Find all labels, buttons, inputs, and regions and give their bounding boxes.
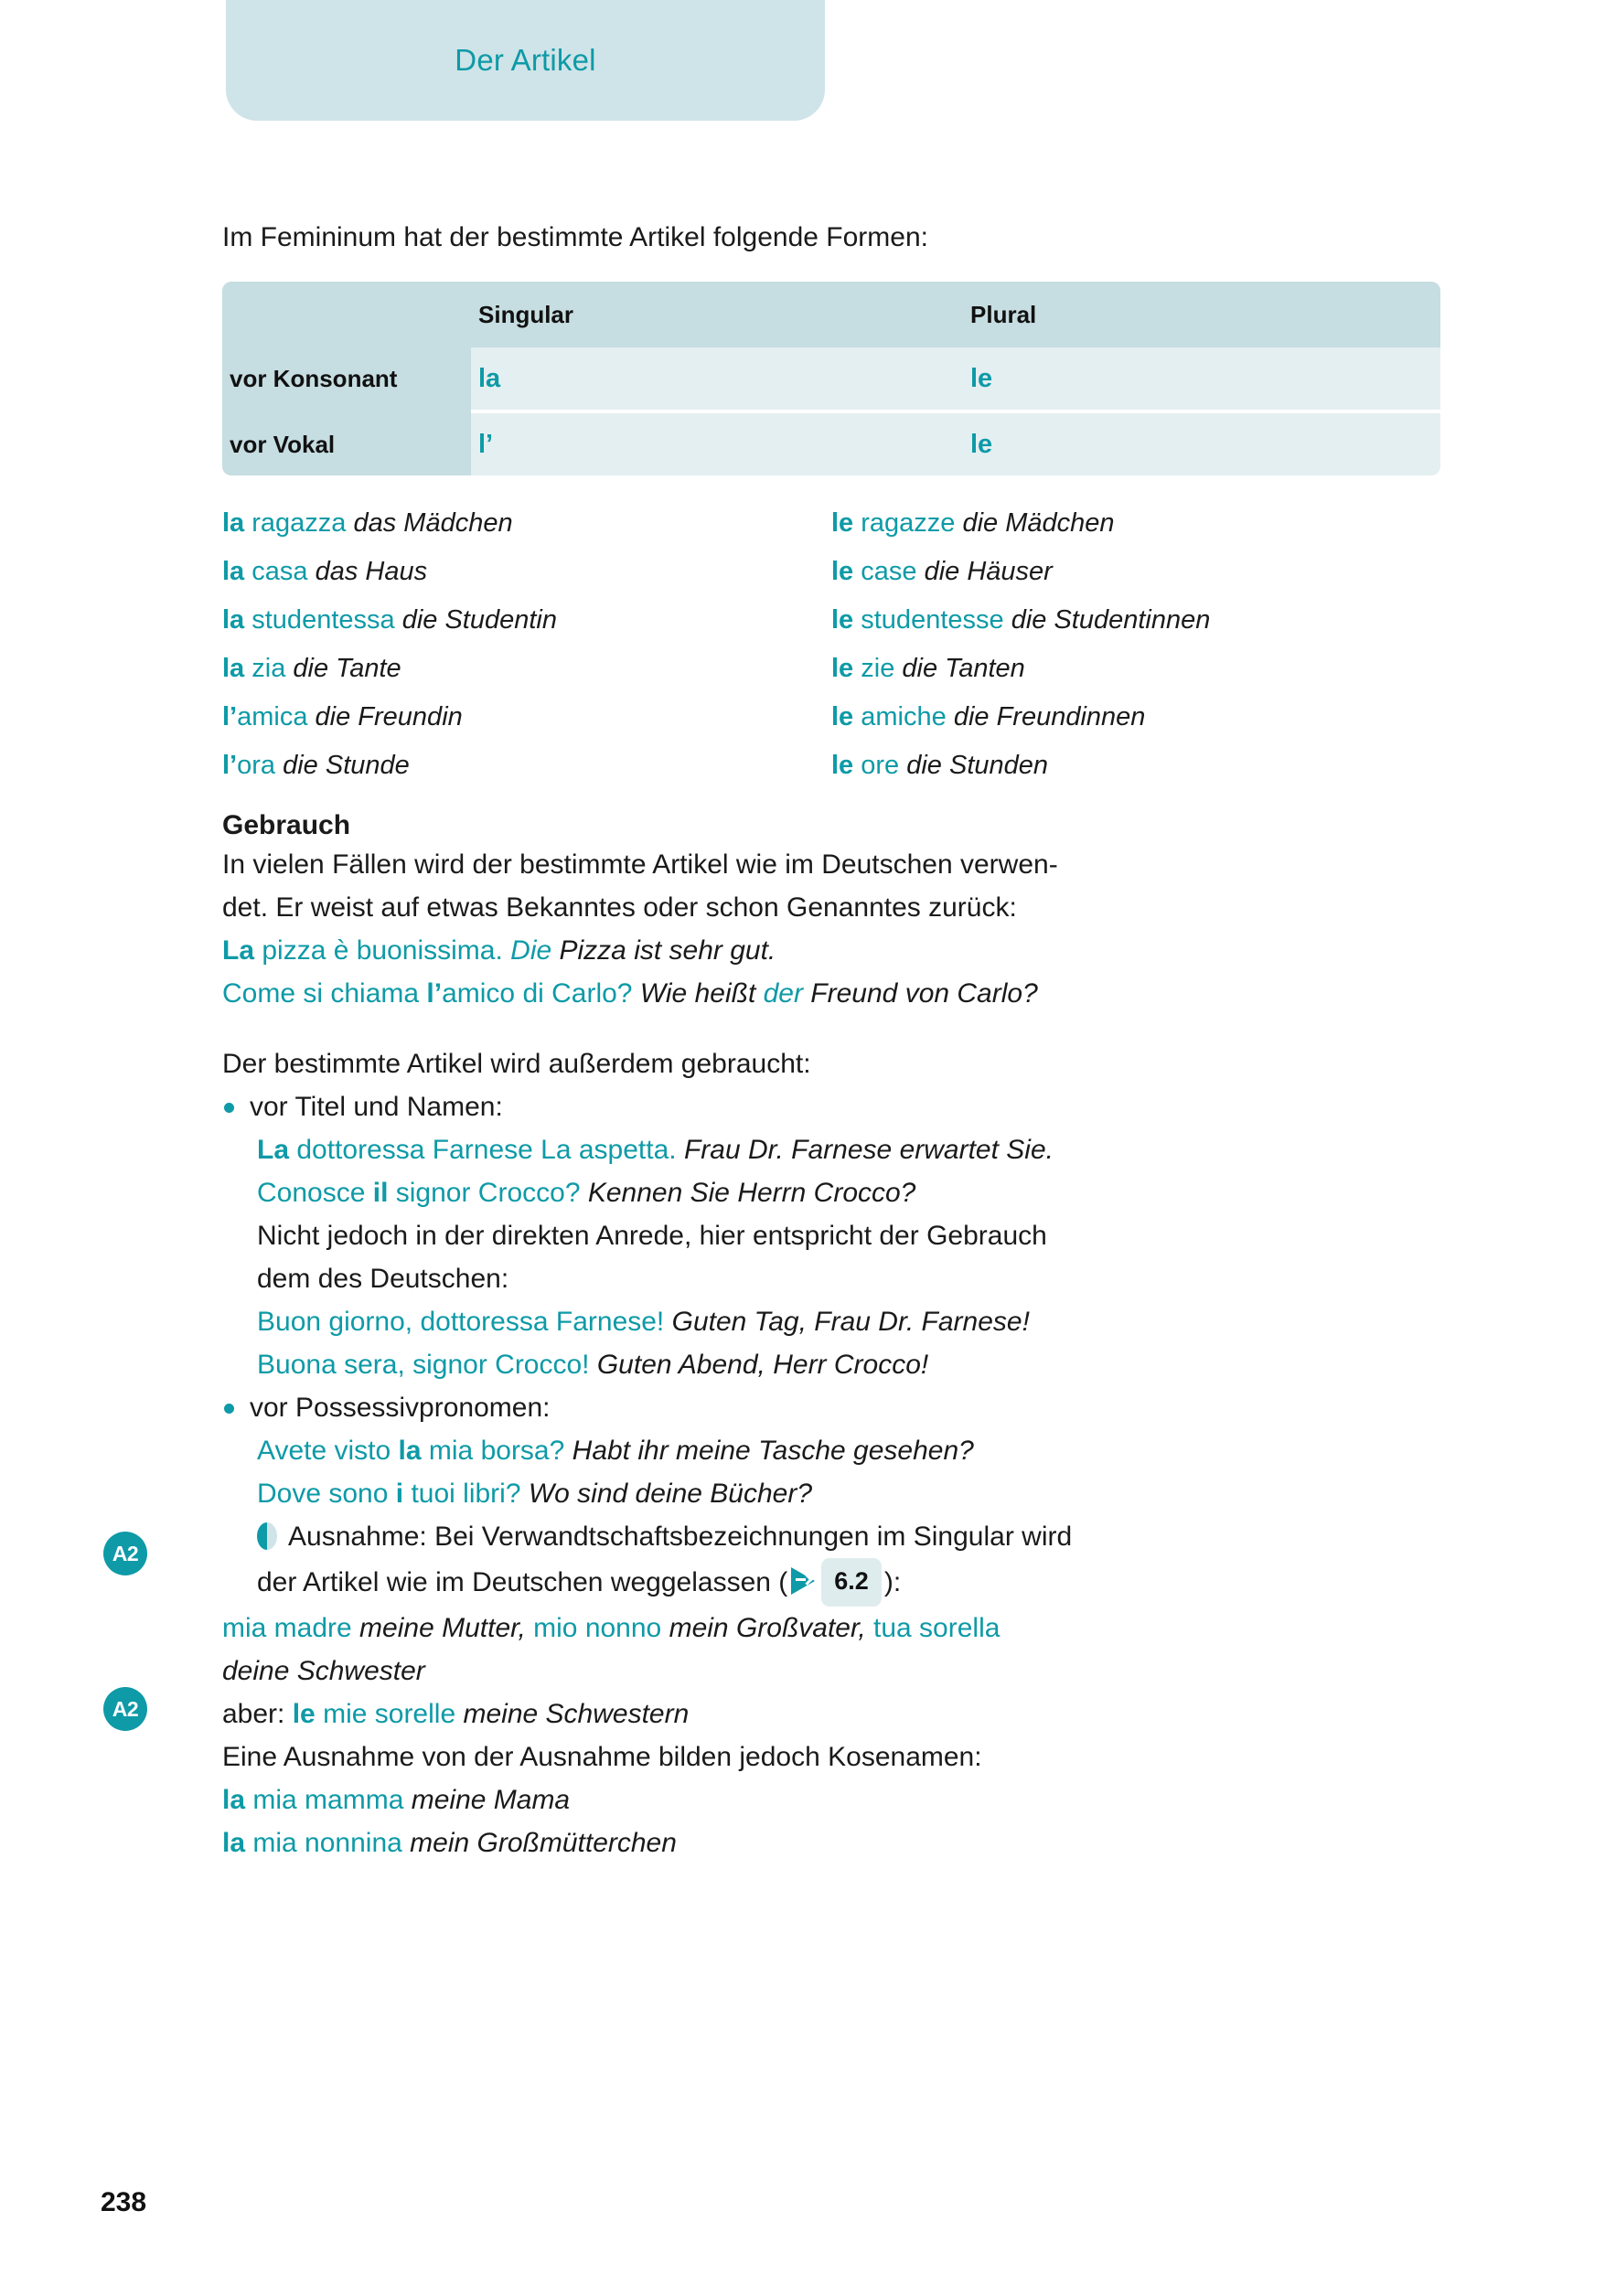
example-line xyxy=(831,499,1440,548)
anrede-example-2 xyxy=(222,1343,1443,1386)
table-row xyxy=(222,413,1440,475)
example-italian-post: amico di Carlo? xyxy=(442,978,640,1009)
example-article: la xyxy=(222,1785,246,1815)
gebrauch-line-1: In vielen Fällen wird der bestimmte Artikel wie im Deutschen verwen- xyxy=(222,849,1058,880)
example-line xyxy=(222,499,831,548)
gebrauch-example-2 xyxy=(222,972,1443,1015)
example-article: le xyxy=(831,508,854,538)
example-italian-post: tuoi libri? xyxy=(403,1479,521,1509)
bullet-label: vor Titel und Namen: xyxy=(250,1092,503,1122)
example-italian: case xyxy=(861,557,917,586)
example-german: meine Mama xyxy=(403,1785,571,1815)
aber-line xyxy=(222,1693,1443,1735)
example-italian: dottoressa Farnese La aspetta. xyxy=(289,1135,677,1165)
kosenamen-intro: Eine Ausnahme von der Ausnahme bilden jedoch Kosenamen: xyxy=(222,1742,982,1772)
example-article: La xyxy=(222,935,255,966)
table-column-plural: Plural xyxy=(963,282,1440,347)
table-row xyxy=(222,347,1440,410)
chapter-title: Der Artikel xyxy=(455,43,596,77)
example-article: le xyxy=(831,557,854,586)
example-german: Pizza ist sehr gut. xyxy=(551,935,776,966)
example-german: Wo sind deine Bücher? xyxy=(520,1479,813,1509)
titel-note-line-2: dem des Deutschen: xyxy=(257,1264,509,1294)
example-italian: tua sorella xyxy=(873,1613,1000,1643)
example-line xyxy=(831,693,1440,742)
titel-example-2 xyxy=(222,1171,1443,1214)
example-german-highlight: der xyxy=(763,978,803,1009)
example-german: die Stunden xyxy=(906,751,1049,780)
example-column-plural xyxy=(831,499,1440,790)
bullet-label: vor Possessivpronomen: xyxy=(250,1393,551,1423)
ausnahme-line-2-pre: der Artikel wie im Deutschen weggelassen ( xyxy=(257,1567,788,1597)
example-german: die Mädchen xyxy=(962,508,1115,538)
example-german: das Mädchen xyxy=(353,508,513,538)
cell-singular-konsonant: la xyxy=(471,347,963,410)
example-line xyxy=(222,742,831,790)
example-italian: ore xyxy=(861,751,900,780)
example-article: le xyxy=(831,654,854,683)
example-german: die Tanten xyxy=(902,654,1025,683)
bullet-item-titel xyxy=(222,1085,1443,1128)
example-german: mein Großvater, xyxy=(661,1613,873,1643)
example-column-singular xyxy=(222,499,831,790)
example-italian: studentessa xyxy=(251,605,395,635)
anrede-example-1 xyxy=(222,1300,1443,1343)
example-german: mein Großmütterchen xyxy=(401,1828,677,1858)
example-italian: mia nonnina xyxy=(245,1828,402,1858)
kosename-example-1 xyxy=(222,1778,1443,1821)
verwandtschaft-list xyxy=(222,1607,1443,1693)
cell-plural-konsonant: le xyxy=(963,347,1440,410)
example-article: le xyxy=(831,702,854,732)
kosename-example-2 xyxy=(222,1821,1443,1864)
gebrauch-example-1 xyxy=(222,929,1443,972)
ausnahme-marker-icon xyxy=(257,1522,277,1550)
example-article: la xyxy=(222,508,245,538)
article-forms-table xyxy=(222,282,1440,475)
example-italian: mia madre xyxy=(222,1613,352,1643)
example-article: l’ xyxy=(426,978,443,1009)
example-german: meine Mutter, xyxy=(351,1613,534,1643)
titel-note xyxy=(222,1214,1443,1300)
example-german-highlight: Die xyxy=(510,935,552,966)
example-line xyxy=(831,742,1440,790)
example-italian-pre: Come si chiama xyxy=(222,978,427,1009)
bullet-dot-icon xyxy=(224,1103,234,1113)
example-italian-pre: Dove sono xyxy=(257,1479,396,1509)
section-heading-gebrauch: Gebrauch xyxy=(222,810,351,840)
ausnahme-block xyxy=(222,1515,1443,1607)
bullet-item-possessiv xyxy=(222,1386,1443,1429)
example-german: die Studentinnen xyxy=(1011,605,1211,635)
example-line xyxy=(222,645,831,693)
example-german: meine Schwestern xyxy=(455,1699,690,1729)
example-line xyxy=(222,693,831,742)
example-italian: amica xyxy=(237,702,308,732)
gebrauch-line-2: det. Er weist auf etwas Bekanntes oder schon Genanntes zurück: xyxy=(222,892,1017,923)
titel-example-1 xyxy=(222,1128,1443,1171)
example-italian: ragazza xyxy=(251,508,347,538)
chapter-tab xyxy=(226,0,825,121)
cell-singular-vokal: l’ xyxy=(471,413,963,475)
table-header-row xyxy=(222,282,1440,347)
level-badge-a2: A2 xyxy=(103,1532,147,1575)
example-german: die Studentin xyxy=(401,605,558,635)
cross-reference-arrow-icon xyxy=(791,1567,815,1595)
example-article: la xyxy=(222,605,245,635)
example-article: la xyxy=(222,1828,246,1858)
example-italian: studentesse xyxy=(861,605,1004,635)
example-italian: zie xyxy=(861,654,895,683)
example-italian: zia xyxy=(251,654,286,683)
page-content xyxy=(222,218,1443,1864)
page-number: 238 xyxy=(101,2187,147,2217)
row-label-vokal: vor Vokal xyxy=(222,413,471,475)
example-line xyxy=(831,548,1440,596)
example-german-post: Freund von Carlo? xyxy=(802,978,1038,1009)
example-article: il xyxy=(372,1178,389,1208)
example-italian: Buon giorno, dottoressa Farnese! xyxy=(257,1307,665,1337)
cell-plural-vokal: le xyxy=(963,413,1440,475)
example-italian: mio nonno xyxy=(533,1613,662,1643)
example-article: i xyxy=(395,1479,404,1509)
example-line xyxy=(222,548,831,596)
example-german: die Freundin xyxy=(315,702,463,732)
example-word-lists xyxy=(222,499,1443,790)
aber-prefix: aber: xyxy=(222,1699,293,1729)
example-german: Kennen Sie Herrn Crocco? xyxy=(580,1178,916,1208)
example-article: La xyxy=(257,1135,290,1165)
example-italian-pre: Conosce xyxy=(257,1178,373,1208)
ausserdem-intro: Der bestimmte Artikel wird außerdem gebraucht: xyxy=(222,1049,811,1079)
bullet-dot-icon xyxy=(224,1404,234,1414)
example-article: la xyxy=(222,654,245,683)
gebrauch-paragraph xyxy=(222,843,1443,929)
example-article: le xyxy=(831,751,854,780)
example-italian: mia mamma xyxy=(245,1785,404,1815)
example-german-pre: Wie heißt xyxy=(639,978,764,1009)
example-italian: mie sorelle xyxy=(315,1699,456,1729)
titel-note-line-1: Nicht jedoch in der direkten Anrede, hier entspricht der Gebrauch xyxy=(257,1221,1047,1251)
example-italian-post: mia borsa? xyxy=(421,1436,565,1466)
example-italian: ragazze xyxy=(861,508,956,538)
example-german: Frau Dr. Farnese erwartet Sie. xyxy=(676,1135,1054,1165)
example-german: die Stunde xyxy=(283,751,410,780)
example-german-cont: deine Schwester xyxy=(222,1656,425,1686)
intro-sentence: Im Femininum hat der bestimmte Artikel folgende Formen: xyxy=(222,222,928,252)
example-italian: ora xyxy=(237,751,276,780)
example-article: la xyxy=(398,1436,422,1466)
ausnahme-line-2-post: ): xyxy=(883,1567,902,1597)
example-german: das Haus xyxy=(315,557,428,586)
example-italian-pre: Avete visto xyxy=(257,1436,399,1466)
example-line xyxy=(831,596,1440,645)
example-line xyxy=(831,645,1440,693)
table-corner-cell xyxy=(222,282,471,347)
example-article: le xyxy=(831,605,854,635)
example-article: l’ xyxy=(222,702,238,732)
example-article: l’ xyxy=(222,751,238,780)
example-italian: pizza è buonissima. xyxy=(254,935,511,966)
example-german: die Häuser xyxy=(924,557,1053,586)
example-german: Guten Abend, Herr Crocco! xyxy=(589,1350,929,1380)
example-line xyxy=(222,596,831,645)
example-article: le xyxy=(292,1699,316,1729)
level-badge-a2: A2 xyxy=(103,1687,147,1731)
example-italian-post: signor Crocco? xyxy=(388,1178,581,1208)
example-italian: casa xyxy=(251,557,308,586)
example-italian: Buona sera, signor Crocco! xyxy=(257,1350,590,1380)
example-german: die Freundinnen xyxy=(953,702,1146,732)
example-italian: amiche xyxy=(861,702,947,732)
cross-reference-number[interactable]: 6.2 xyxy=(821,1558,882,1607)
row-label-konsonant: vor Konsonant xyxy=(222,347,471,410)
example-german: die Tante xyxy=(293,654,401,683)
ausnahme-line-1: Ausnahme: Bei Verwandtschaftsbezeichnungen im Singular wird xyxy=(288,1522,1073,1552)
example-german: Guten Tag, Frau Dr. Farnese! xyxy=(664,1307,1030,1337)
possessiv-example-2 xyxy=(222,1472,1443,1515)
table-column-singular: Singular xyxy=(471,282,963,347)
example-article: la xyxy=(222,557,245,586)
possessiv-example-1 xyxy=(222,1429,1443,1472)
example-german: Habt ihr meine Tasche gesehen? xyxy=(564,1436,974,1466)
